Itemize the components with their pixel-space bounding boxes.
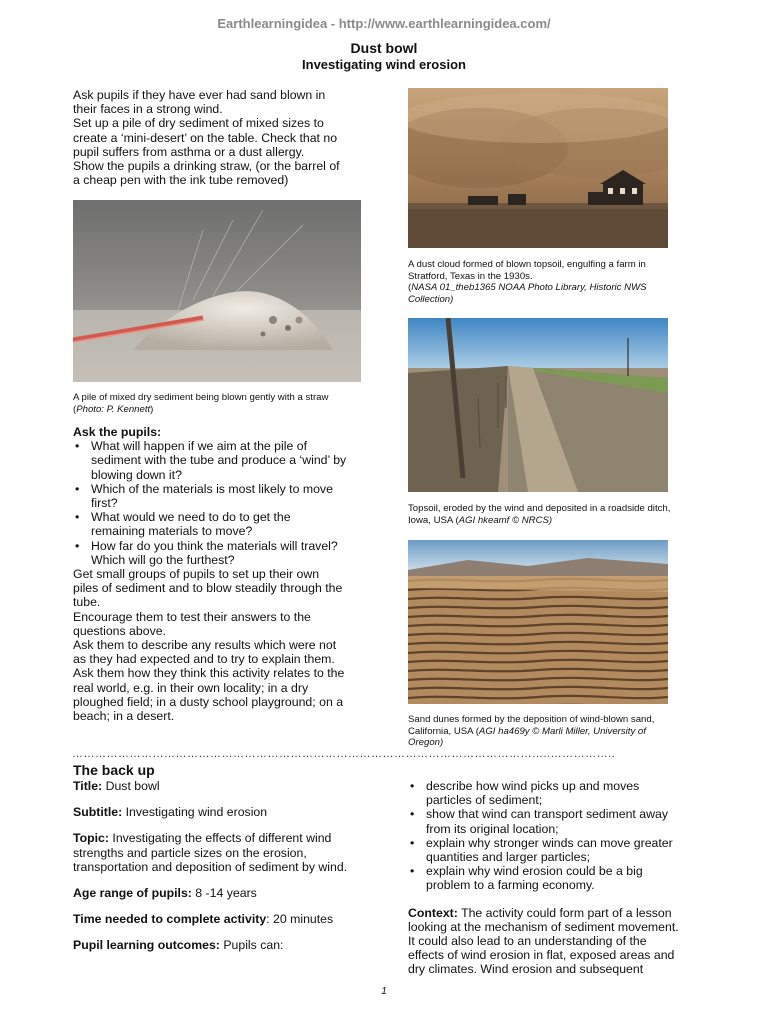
outcome-line: • explain why wind erosion could be a big <box>426 864 643 879</box>
ask-pupils-heading: Ask the pupils: <box>73 425 162 439</box>
follow-up-line: real world, e.g. in their own locality; in a dry <box>73 680 309 695</box>
question-list <box>73 439 373 567</box>
backup-title-row <box>73 779 383 793</box>
caption-credit-line <box>408 515 708 527</box>
context-line: The activity could form part of a lesson <box>457 905 672 920</box>
outcome-line: problem to a farming economy. <box>426 878 595 893</box>
caption-line: Topsoil, eroded by the wind and deposited in a roadside ditch, <box>408 503 671 514</box>
context-line: effects of wind erosion in flat, exposed areas and <box>408 948 675 963</box>
intro-line: pupil suffers from asthma or a dust allergy. <box>73 144 305 159</box>
outcome-line: • explain why stronger winds can move greater <box>426 835 673 850</box>
follow-up-line: Get small groups of pupils to set up their own <box>73 567 320 582</box>
question-line: • What will happen if we aim at the pile of <box>91 439 307 454</box>
context-line: looking at the mechanism of sediment movement. <box>408 919 679 934</box>
intro-line: Set up a pile of dry sediment of mixed sizes to <box>73 116 324 131</box>
outcomes-value: Pupils can: <box>219 938 284 953</box>
question-line: Which will go the furthest? <box>91 552 235 567</box>
follow-up-line: Ask them how they think this activity relates to the <box>73 666 345 681</box>
age-value: 8 -14 years <box>191 886 257 901</box>
outcome-line: • show that wind can transport sediment away <box>426 807 668 822</box>
photo-credit: AGI ha469y © Marli Miller, University of <box>478 725 646 737</box>
backup-subtitle-row <box>73 805 383 819</box>
backup-outcomes-row <box>73 938 383 952</box>
caption-line: A pile of mixed dry sediment being blown gently with a straw <box>73 392 329 403</box>
follow-up-line: questions above. <box>73 623 166 638</box>
list-item <box>408 836 708 864</box>
backup-age-row <box>73 886 383 900</box>
caption-line: Stratford, Texas in the 1930s. <box>408 270 533 282</box>
question-line: remaining materials to move? <box>91 524 253 539</box>
outcomes-label: Pupil learning outcomes: <box>73 938 220 953</box>
list-item <box>408 807 708 835</box>
time-value: : 20 minutes <box>266 912 334 927</box>
backup-heading: The back up <box>73 762 155 778</box>
list-item <box>408 779 708 807</box>
caption-credit-line <box>408 726 708 738</box>
title-label: Title: <box>73 779 103 793</box>
photo-credit: NASA 01_theb1365 NOAA Photo Library, Historic NWS <box>411 282 647 293</box>
context-label: Context: <box>408 905 458 920</box>
ask-pupils-section <box>73 425 373 723</box>
photo-credit: Oregon) <box>408 737 444 748</box>
topic-label: Topic: <box>73 831 109 846</box>
straw-photo-caption <box>73 392 373 415</box>
backup-time-row <box>73 912 383 926</box>
topsoil-caption <box>408 503 708 526</box>
subtitle-label: Subtitle: <box>73 805 123 820</box>
outcome-line: quantities and larger particles; <box>426 850 591 865</box>
dust-cloud-photo <box>408 88 668 248</box>
follow-up-line: ploughed field; in a dusty school playground; on a <box>73 694 344 709</box>
caption-prefix: Iowa, USA ( <box>408 514 459 526</box>
site-header: Earthlearningidea - http://www.earthlearningidea.com/ <box>217 16 551 31</box>
age-label: Age range of pupils: <box>73 886 192 901</box>
topsoil-ditch-photo <box>408 318 668 492</box>
caption-credit-line <box>408 737 708 749</box>
page-title: Dust bowl <box>350 40 418 56</box>
follow-up-line: Encourage them to test their answers to the <box>73 609 311 624</box>
caption-prefix: California, USA ( <box>408 725 479 737</box>
follow-up-line: beach; in a desert. <box>73 709 175 724</box>
credit-open: ( <box>408 282 412 293</box>
context-line: dry climates. Wind erosion and subsequent <box>408 962 644 977</box>
caption-credit-line <box>408 294 708 306</box>
follow-up-line: piles of sediment and to blow steadily through the <box>73 581 343 596</box>
time-label: Time needed to complete activity <box>73 912 267 927</box>
page-number: 1 <box>381 986 387 997</box>
intro-line: Show the pupils a drinking straw, (or the barrel of <box>73 159 340 174</box>
intro-line: create a ‘mini-desert’ on the table. Check that no <box>73 130 338 145</box>
question-line: • Which of the materials is most likely to move <box>91 481 333 496</box>
backup-topic-row <box>73 831 383 874</box>
caption-credit-line <box>73 404 373 416</box>
context-line: It could also lead to an understanding of the <box>408 934 647 949</box>
caption-line: A dust cloud formed of blown topsoil, engulfing a farm in <box>408 259 646 270</box>
photo-credit: Collection) <box>408 293 454 305</box>
context-paragraph <box>408 906 708 977</box>
intro-line: a cheap pen with the ink tube removed) <box>73 173 289 188</box>
photo-credit: Photo: P. Kennett <box>76 403 151 415</box>
intro-line: Ask pupils if they have ever had sand blown in <box>73 88 326 102</box>
question-line: blowing down it? <box>91 467 182 482</box>
list-item <box>73 482 373 510</box>
intro-paragraph <box>73 88 373 187</box>
backup-right-column <box>408 779 708 977</box>
straw-sediment-photo <box>73 200 361 382</box>
credit-close: ) <box>150 403 154 415</box>
title-value: Dust bowl <box>102 779 160 793</box>
follow-up-line: Ask them to describe any results which were not <box>73 638 337 653</box>
dunes-caption <box>408 714 708 749</box>
subtitle-value: Investigating wind erosion <box>122 805 268 820</box>
list-item <box>73 439 373 482</box>
topic-line: Investigating the effects of different wind <box>108 831 332 846</box>
caption-credit-line <box>408 282 708 294</box>
question-line: • How far do you think the materials will travel? <box>91 538 338 553</box>
question-line: sediment with the tube and produce a ‘wind’ by <box>91 453 347 468</box>
topic-line: strengths and particle sizes on the erosion, <box>73 845 307 860</box>
list-item <box>408 864 708 892</box>
dust-cloud-caption <box>408 259 708 305</box>
credit-open: ( <box>73 403 77 415</box>
topic-line: transportation and deposition of sediment by wind. <box>73 859 348 874</box>
intro-line: their faces in a strong wind. <box>73 102 223 117</box>
follow-up-text <box>73 567 373 723</box>
outcomes-list <box>408 779 708 893</box>
follow-up-line: as they had expected and to try to explain them. <box>73 652 335 667</box>
follow-up-line: tube. <box>73 595 101 610</box>
caption-line: Sand dunes formed by the deposition of wind-blown sand, <box>408 714 655 725</box>
outcome-line: from its original location; <box>426 821 559 836</box>
question-line: first? <box>91 496 118 511</box>
dotted-divider: ……………………………………………………………………………………………………………..…………….. <box>72 748 616 760</box>
list-item <box>73 510 373 538</box>
backup-left-column <box>73 779 383 953</box>
photo-credit: AGI hkeamf © NRCS) <box>458 514 553 526</box>
outcome-line: • describe how wind picks up and moves <box>426 779 640 793</box>
sand-dunes-photo <box>408 540 668 704</box>
page-subtitle: Investigating wind erosion <box>302 57 466 72</box>
question-line: • What would we need to do to get the <box>91 510 291 525</box>
list-item <box>73 539 373 567</box>
outcome-line: particles of sediment; <box>426 793 543 808</box>
